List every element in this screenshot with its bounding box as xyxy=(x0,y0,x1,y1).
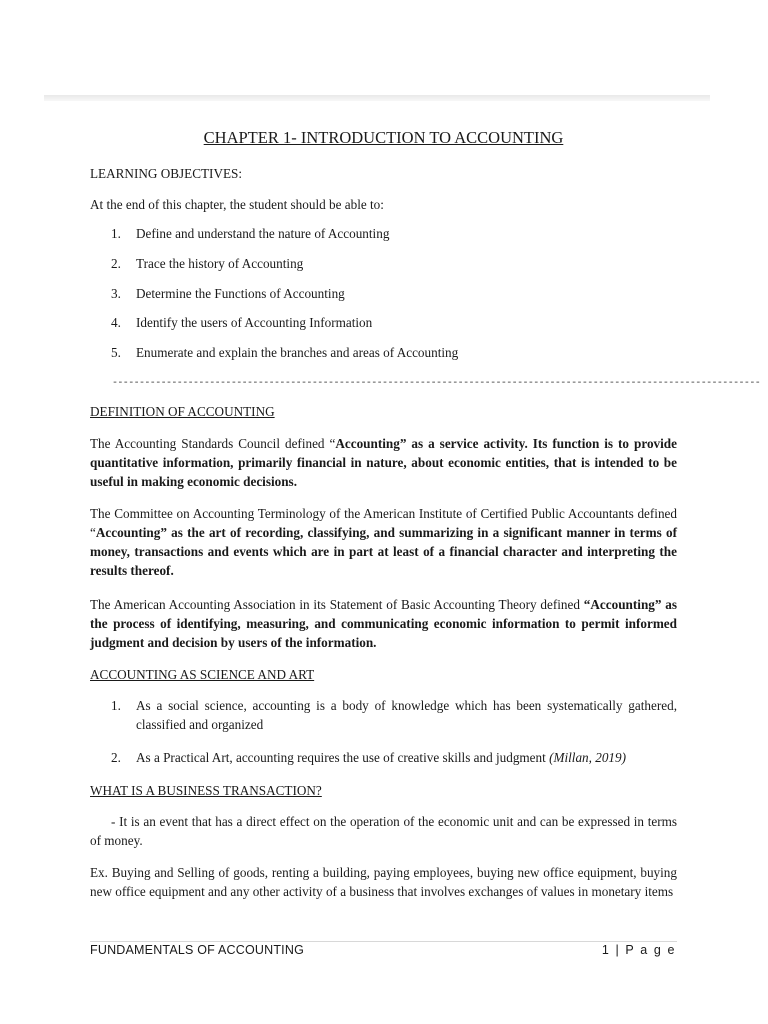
paragraph-lead: The Committee on Accounting Terminology of the American Institute of Certified Public Accountants defined “ xyxy=(90,506,677,540)
item-text: As a Practical Art, accounting requires the use of creative skills and judgment xyxy=(136,750,550,765)
paragraph-emphasis: Accounting” as a service activity. Its function is to provide quantitative information, primarily financial in nature, about economic entities, that is intended to be useful in making economic decisions. xyxy=(90,436,677,489)
list-text: Identify the users of Accounting Information xyxy=(136,315,373,330)
definition-paragraph-aaa xyxy=(90,595,677,652)
page-top-edge xyxy=(44,95,710,101)
paragraph-lead: The American Accounting Association in its Statement of Basic Accounting Theory defined xyxy=(90,597,584,612)
page-number: 1 | P a g e xyxy=(601,943,676,957)
definition-paragraph-asc xyxy=(90,434,677,491)
list-number: 4. xyxy=(111,315,121,330)
paragraph-emphasis: Accounting” as the art of recording, classifying, and summarizing in a significant manner in terms of money, transactions and events which are in part at least of a financial character and interpreting the results thereof. xyxy=(90,525,677,578)
list-text: Define and understand the nature of Accounting xyxy=(136,226,390,241)
list-number: 1. xyxy=(111,226,121,241)
science-art-heading: ACCOUNTING AS SCIENCE AND ART xyxy=(90,667,315,682)
list-text: Trace the history of Accounting xyxy=(136,256,304,271)
transaction-definition: - It is an event that has a direct effect on the operation of the economic unit and can be expressed in terms of money. xyxy=(90,814,677,848)
definition-heading: DEFINITION OF ACCOUNTING xyxy=(90,404,275,419)
paragraph-lead: The Accounting Standards Council defined “ xyxy=(90,436,336,451)
list-text: Enumerate and explain the branches and areas of Accounting xyxy=(136,345,459,360)
footer-divider xyxy=(90,941,677,942)
objectives-intro: At the end of this chapter, the student should be able to: xyxy=(90,197,384,212)
footer-title: FUNDAMENTALS OF ACCOUNTING xyxy=(90,943,305,957)
learning-objectives-heading: LEARNING OBJECTIVES: xyxy=(90,166,243,181)
transaction-heading: WHAT IS A BUSINESS TRANSACTION? xyxy=(90,783,322,798)
definition-paragraph-aicpa xyxy=(90,504,677,580)
list-text: Determine the Functions of Accounting xyxy=(136,286,345,301)
chapter-title: CHAPTER 1- INTRODUCTION TO ACCOUNTING xyxy=(203,128,564,147)
list-number: 5. xyxy=(111,345,121,360)
list-text xyxy=(136,748,677,767)
list-number: 2. xyxy=(111,750,121,765)
list-number: 3. xyxy=(111,286,121,301)
citation: (Millan, 2019) xyxy=(549,750,627,765)
list-number: 2. xyxy=(111,256,121,271)
list-text: As a social science, accounting is a body of knowledge which has been systematically gathered, classified and organized xyxy=(136,698,677,732)
paragraph-emphasis: “Accounting” as the process of identifying, measuring, and communicating economic information to permit informed judgment and decision by users of the information. xyxy=(90,597,677,650)
list-number: 1. xyxy=(111,698,121,713)
separator-line: ------------------------------------------------------------------------------------------------------------------------ xyxy=(112,378,761,389)
transaction-examples: Ex. Buying and Selling of goods, renting a building, paying employees, buying new office equipment, buying new office equipment and any other activity of a business that involves exchanges of values in monetary items xyxy=(90,865,677,899)
